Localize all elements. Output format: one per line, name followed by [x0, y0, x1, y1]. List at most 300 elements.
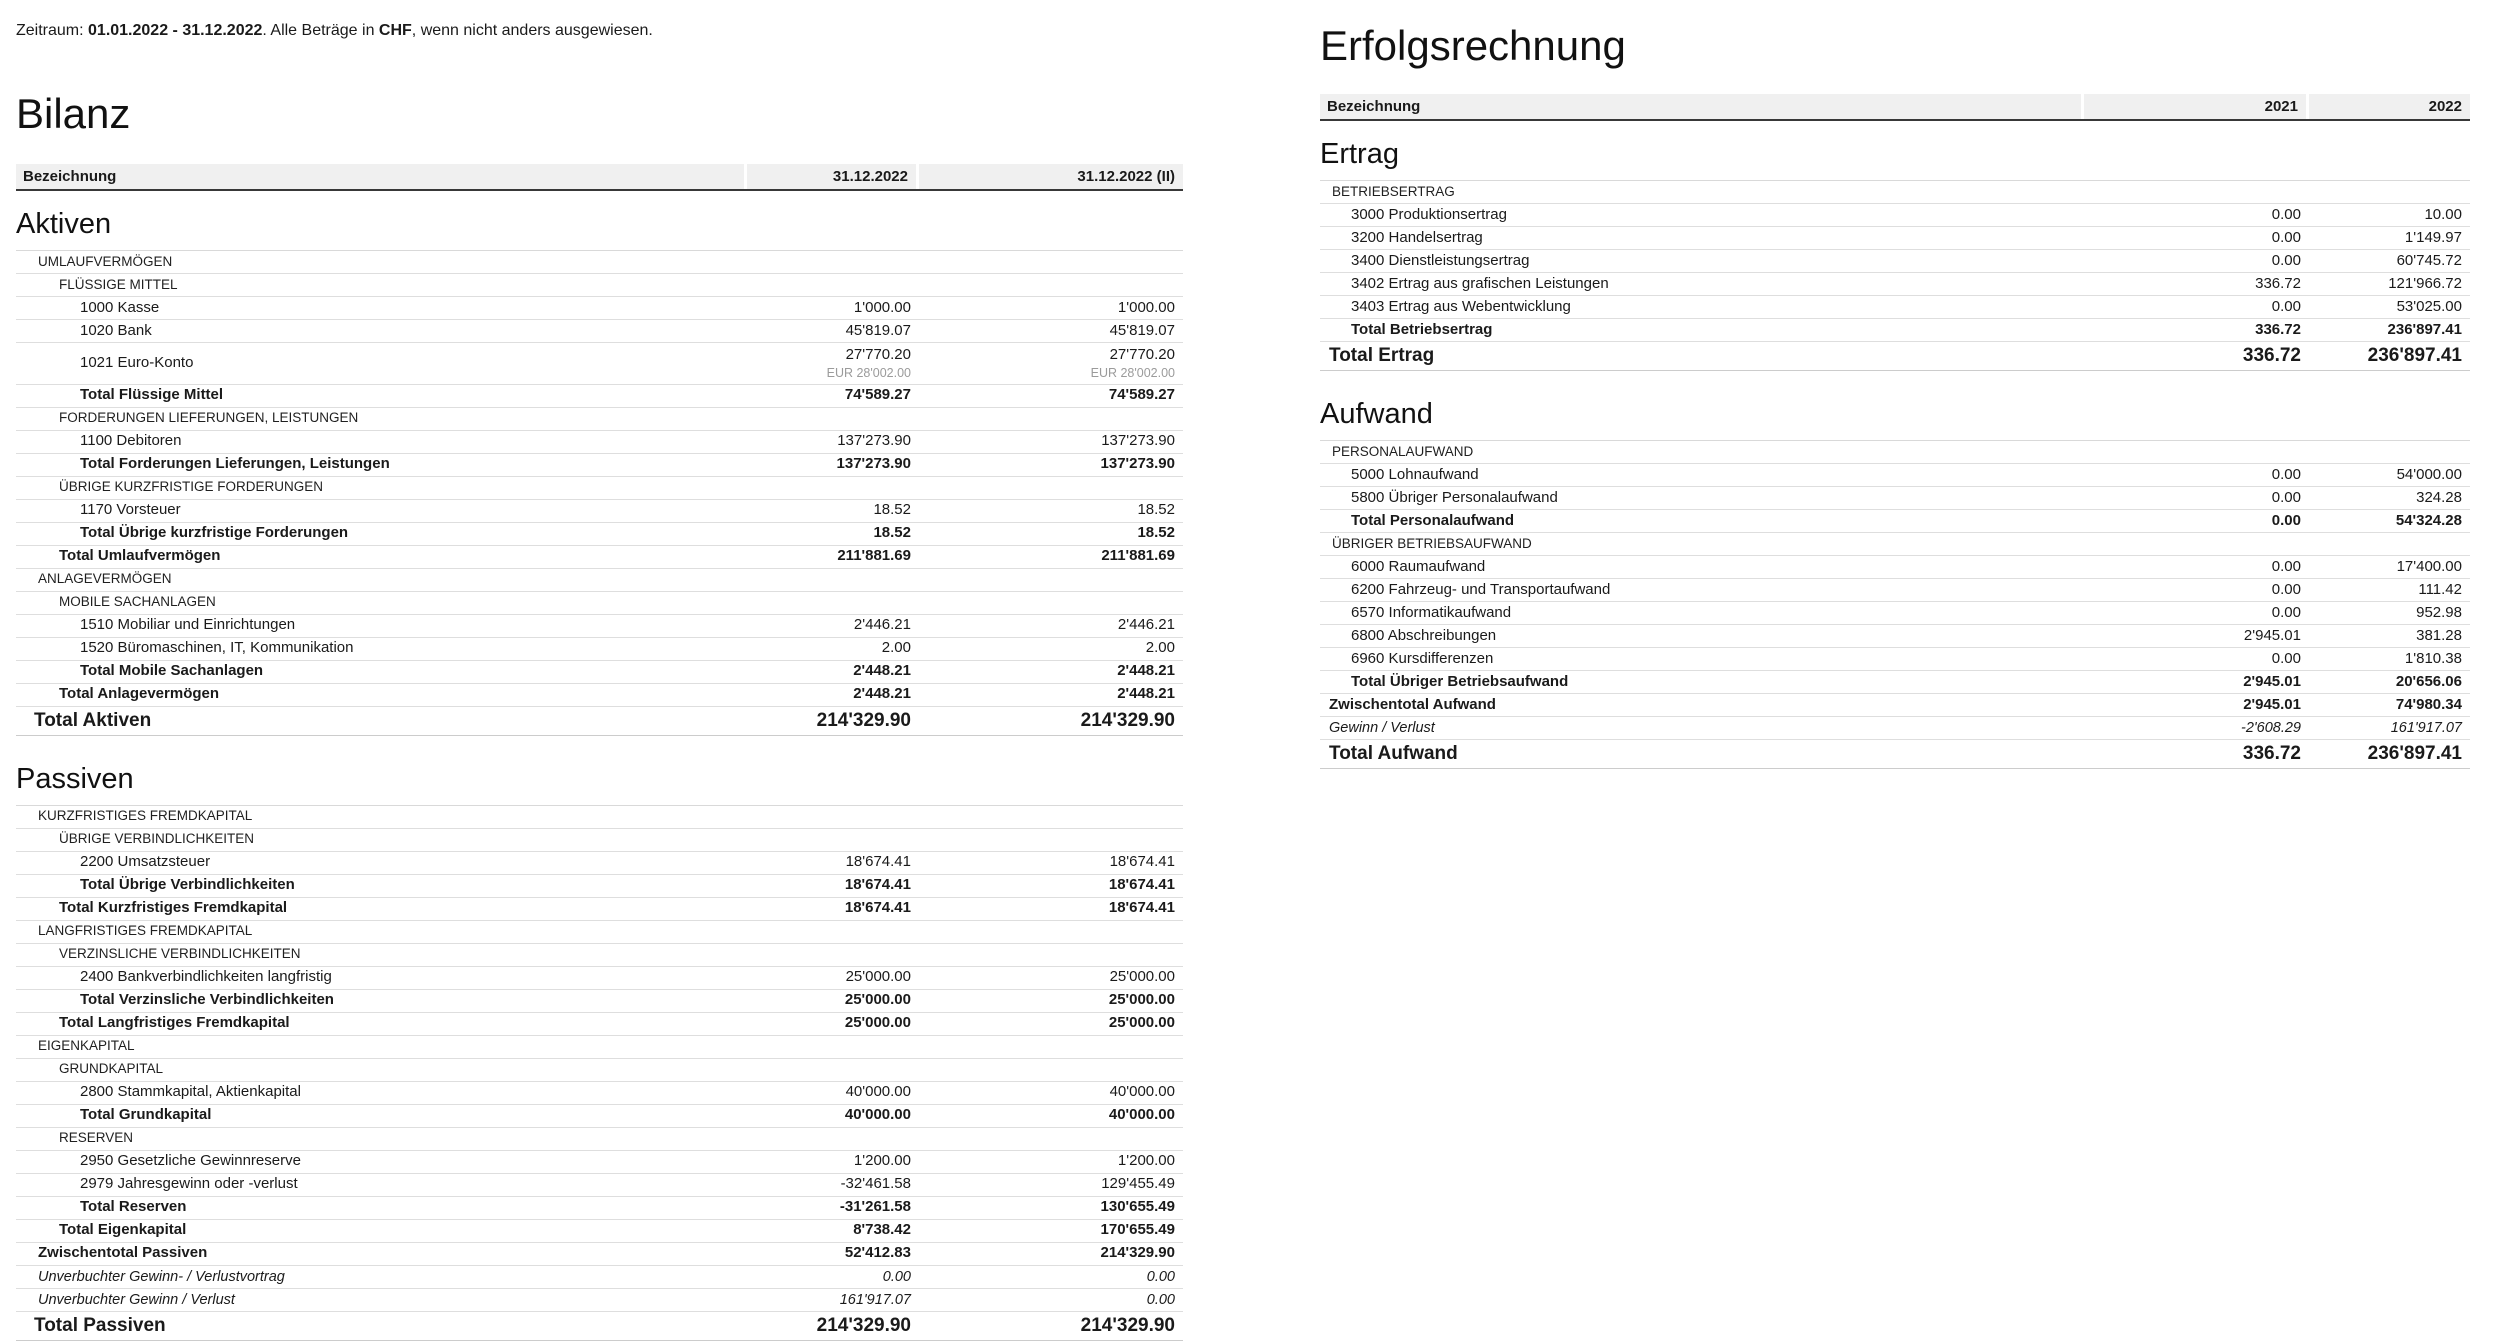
row-label: [16, 829, 750, 851]
cell-text: 45'819.07: [1109, 321, 1175, 339]
value-col1: [2087, 717, 2309, 739]
cell-text: 2.00: [1145, 639, 1175, 657]
value-col2: [919, 1036, 1183, 1058]
value-col2: [2309, 625, 2470, 647]
row-label: [1320, 579, 2087, 601]
cell-text: 74'980.34: [2395, 695, 2462, 713]
value-col2: [2309, 556, 2470, 578]
value-col1: [750, 990, 919, 1012]
table-row: [1320, 533, 2470, 556]
value-col1: [2087, 556, 2309, 578]
currency-label: CHF: [378, 22, 412, 39]
cell-text: 381.28: [2416, 626, 2462, 644]
table-row: [16, 1013, 1183, 1036]
table-row: [16, 707, 1183, 736]
cell-text: 0.00: [2271, 205, 2301, 223]
cell-text: Total Eigenkapital: [59, 1221, 187, 1239]
value-col2: [919, 523, 1183, 545]
row-label: [16, 1312, 750, 1340]
value-col2: [919, 1266, 1183, 1288]
value-col1: [750, 1266, 919, 1288]
header-bezeichnung: Bezeichnung: [16, 164, 744, 189]
cell-text: VERZINSLICHE VERBINDLICHKEITEN: [59, 946, 301, 962]
row-label: [16, 251, 750, 273]
value-col1: [750, 477, 919, 499]
cell-text: 74'589.27: [1108, 386, 1175, 404]
value-col2: [919, 615, 1183, 637]
row-label: [1320, 694, 2087, 716]
value-col1: [750, 1059, 919, 1081]
value-col2: [919, 875, 1183, 897]
cell-text: 18'674.41: [1108, 899, 1175, 917]
cell-text: 137'273.90: [837, 432, 911, 450]
cell-text: 161'917.07: [839, 1291, 911, 1308]
cell-text: 130'655.49: [1100, 1198, 1175, 1216]
table-row: [1320, 648, 2470, 671]
table-row: [1320, 602, 2470, 625]
cell-text: 214'329.90: [816, 1314, 911, 1336]
value-col2: [919, 1312, 1183, 1340]
cell-text: -32'461.58: [840, 1175, 911, 1193]
row-label: [1320, 740, 2087, 768]
cell-text: 3403 Ertrag aus Webentwicklung: [1351, 297, 1571, 315]
value-col2: [919, 385, 1183, 407]
cell-text: 18.52: [1137, 524, 1175, 542]
cell-text: 3400 Dienstleistungsertrag: [1351, 251, 1530, 269]
cell-text: 336.72: [2255, 320, 2301, 338]
value-col2: [919, 320, 1183, 342]
value-col1: [750, 829, 919, 851]
value-col1: [750, 1105, 919, 1127]
cell-text: Total Betriebsertrag: [1351, 320, 1493, 338]
cell-text: 137'273.90: [1101, 432, 1175, 450]
value-col1: [750, 921, 919, 943]
table-row: [16, 343, 1183, 385]
cell-text: 25'000.00: [1108, 991, 1175, 1009]
value-col2: [919, 944, 1183, 966]
table-row: [16, 1059, 1183, 1082]
cell-text: 0.00: [2271, 603, 2301, 621]
header-bezeichnung: Bezeichnung: [1320, 94, 2081, 119]
cell-text: Total Langfristiges Fremdkapital: [59, 1014, 290, 1032]
value-col1: [750, 852, 919, 874]
period-prefix: Zeitraum:: [16, 22, 89, 39]
erfolgsrechnung-table-header: [1320, 94, 2470, 121]
row-label: [16, 297, 750, 319]
row-label: [16, 615, 750, 637]
value-col2: [2309, 250, 2470, 272]
cell-text: 170'655.49: [1100, 1221, 1175, 1239]
cell-text: 18.52: [873, 501, 911, 519]
cell-text: Total Flüssige Mittel: [80, 386, 224, 404]
cell-text: 214'329.90: [1080, 1314, 1175, 1336]
table-row: [1320, 740, 2470, 769]
value-col2: [2309, 441, 2470, 463]
value-col1: [750, 684, 919, 706]
value-col1: [2087, 181, 2309, 203]
bilanz-table-header: [16, 164, 1183, 191]
table-row: [1320, 319, 2470, 342]
currency-sub-value: EUR 28'002.00: [1090, 365, 1175, 380]
cell-text: -31'261.58: [839, 1198, 911, 1216]
cell-text: 1170 Vorsteuer: [80, 501, 181, 519]
table-row: [16, 320, 1183, 343]
value-col1: [2087, 579, 2309, 601]
cell-text: 40'000.00: [844, 1106, 911, 1124]
cell-text: 1'810.38: [2404, 649, 2462, 667]
cell-text: 214'329.90: [1080, 709, 1175, 731]
row-label: [16, 523, 750, 545]
cell-text: 25'000.00: [1109, 968, 1175, 986]
value-col1: [2087, 250, 2309, 272]
value-col1: [750, 454, 919, 476]
value-col1: [750, 523, 919, 545]
cell-text: EIGENKAPITAL: [38, 1038, 135, 1054]
value-col2: [919, 1105, 1183, 1127]
value-col1: [2087, 273, 2309, 295]
cell-text: 27'770.20: [1109, 346, 1175, 363]
table-row: [16, 806, 1183, 829]
cell-text: FORDERUNGEN LIEFERUNGEN, LEISTUNGEN: [59, 410, 359, 426]
cell-text: ÜBRIGE VERBINDLICHKEITEN: [59, 831, 255, 847]
row-label: [1320, 510, 2087, 532]
table-row: [16, 454, 1183, 477]
value-col1: [750, 1128, 919, 1150]
cell-text: 1100 Debitoren: [80, 432, 182, 450]
table-row: [1320, 510, 2470, 533]
value-col2: [919, 1013, 1183, 1035]
cell-text: PERSONALAUFWAND: [1332, 443, 1474, 459]
value-col1: [750, 1220, 919, 1242]
row-label: [16, 1174, 750, 1196]
bilanz-report: [16, 0, 1183, 1341]
header-col1: 2021: [2084, 94, 2306, 119]
table-row: [16, 1151, 1183, 1174]
cell-text: 40'000.00: [1108, 1106, 1175, 1124]
row-label: [16, 852, 750, 874]
row-label: [16, 1082, 750, 1104]
cell-text: 1'200.00: [853, 1152, 911, 1170]
currency-sub-value: EUR 28'002.00: [826, 365, 911, 380]
cell-text: ÜBRIGE KURZFRISTIGE FORDERUNGEN: [59, 479, 324, 495]
table-row: [16, 274, 1183, 297]
row-label: [16, 661, 750, 683]
value-col1: [2087, 319, 2309, 341]
cell-text: 2200 Umsatzsteuer: [80, 853, 211, 871]
table-row: [1320, 464, 2470, 487]
table-row: [16, 592, 1183, 615]
cell-text: 336.72: [2255, 274, 2301, 292]
cell-text: 0.00: [2271, 580, 2301, 598]
cell-text: 0.00: [2271, 511, 2301, 529]
header-col1: 31.12.2022: [747, 164, 916, 189]
cell-text: Unverbuchter Gewinn / Verlust: [38, 1291, 235, 1308]
cell-text: 1'200.00: [1117, 1152, 1175, 1170]
cell-text: 8'738.42: [853, 1221, 911, 1239]
value-col1: [750, 1036, 919, 1058]
table-row: [16, 523, 1183, 546]
cell-text: KURZFRISTIGES FREMDKAPITAL: [38, 808, 253, 824]
cell-text: 17'400.00: [2396, 557, 2462, 575]
table-row: [16, 297, 1183, 320]
row-label: [16, 385, 750, 407]
value-col1: [750, 1013, 919, 1035]
value-col2: [919, 251, 1183, 273]
cell-text: RESERVEN: [59, 1130, 134, 1146]
table-row: [1320, 181, 2470, 204]
erfolgsrechnung-table-body: [1320, 138, 2470, 769]
value-col1: [750, 707, 919, 735]
value-col1: [750, 875, 919, 897]
section-title: Ertrag: [1320, 138, 2470, 181]
row-label: [1320, 602, 2087, 624]
section-title: Aktiven: [16, 208, 1183, 251]
value-col1: [2087, 441, 2309, 463]
row-label: [16, 500, 750, 522]
value-col2: [919, 661, 1183, 683]
cell-text: Total Passiven: [34, 1314, 166, 1336]
value-col2: [2309, 648, 2470, 670]
row-label: [1320, 533, 2087, 555]
value-col1: [2087, 694, 2309, 716]
value-col2: [919, 1243, 1183, 1265]
table-row: [1320, 273, 2470, 296]
value-col1: [750, 500, 919, 522]
row-label: [16, 990, 750, 1012]
value-col2: [2309, 740, 2470, 768]
table-row: [16, 1312, 1183, 1341]
period-dates: 01.01.2022 - 31.12.2022: [88, 22, 263, 39]
cell-text: Total Übriger Betriebsaufwand: [1351, 672, 1569, 690]
cell-text: Total Personalaufwand: [1351, 511, 1515, 529]
value-col1: [2087, 227, 2309, 249]
cell-text: Total Umlaufvermögen: [59, 547, 221, 565]
cell-text: 2800 Stammkapital, Aktienkapital: [80, 1083, 301, 1101]
table-row: [16, 1082, 1183, 1105]
cell-text: 74'589.27: [844, 386, 911, 404]
value-col1: [2087, 602, 2309, 624]
value-col2: [919, 638, 1183, 660]
row-label: [16, 707, 750, 735]
table-row: [1320, 717, 2470, 740]
table-row: [16, 1036, 1183, 1059]
cell-text: 1'149.97: [2404, 228, 2462, 246]
row-label: [16, 921, 750, 943]
row-label: [1320, 671, 2087, 693]
row-label: [16, 1151, 750, 1173]
value-col1: [750, 1312, 919, 1340]
cell-text: 6960 Kursdifferenzen: [1351, 649, 1494, 667]
cell-text: 121'966.72: [2388, 274, 2462, 292]
value-col1: [750, 431, 919, 453]
row-label: [16, 638, 750, 660]
cell-text: 25'000.00: [1108, 1014, 1175, 1032]
table-row: [1320, 342, 2470, 371]
table-row: [16, 684, 1183, 707]
cell-text: 129'455.49: [1101, 1175, 1175, 1193]
row-label: [16, 967, 750, 989]
cell-text: 236'897.41: [2387, 320, 2462, 338]
cell-text: Total Mobile Sachanlagen: [80, 662, 264, 680]
cell-text: 1020 Bank: [80, 321, 152, 339]
value-col1: [2087, 648, 2309, 670]
table-row: [1320, 694, 2470, 717]
cell-text: 2'945.01: [2243, 626, 2301, 644]
value-col1: [2087, 533, 2309, 555]
value-col2: [919, 297, 1183, 319]
value-col2: [2309, 579, 2470, 601]
row-label: [16, 898, 750, 920]
table-row: [16, 1266, 1183, 1289]
cell-text: Total Reserven: [80, 1198, 187, 1216]
cell-text: 6000 Raumaufwand: [1351, 557, 1486, 575]
cell-text: 137'273.90: [1100, 455, 1175, 473]
value-col1: [750, 661, 919, 683]
cell-text: 0.00: [2271, 228, 2301, 246]
cell-text: 5800 Übriger Personalaufwand: [1351, 488, 1558, 506]
table-row: [1320, 227, 2470, 250]
value-col1: [750, 615, 919, 637]
value-col2: [2309, 227, 2470, 249]
value-col2: [2309, 181, 2470, 203]
cell-text: BETRIEBSERTRAG: [1332, 183, 1455, 199]
cell-text: 18.52: [873, 524, 911, 542]
bilanz-table-body: [16, 208, 1183, 1341]
cell-text: 2.00: [881, 639, 911, 657]
row-label: [1320, 487, 2087, 509]
cell-text: 1510 Mobiliar und Einrichtungen: [80, 616, 296, 634]
value-col2: [919, 1128, 1183, 1150]
row-label: [16, 1289, 750, 1311]
row-label: [16, 569, 750, 591]
value-col2: [919, 546, 1183, 568]
table-row: [16, 408, 1183, 431]
value-col1: [750, 967, 919, 989]
table-row: [16, 990, 1183, 1013]
table-row: [16, 1128, 1183, 1151]
row-label: [1320, 342, 2087, 370]
row-label: [1320, 204, 2087, 226]
table-row: [16, 967, 1183, 990]
cell-text: 0.00: [882, 1268, 911, 1285]
value-col2: [919, 806, 1183, 828]
cell-text: Unverbuchter Gewinn- / Verlustvortrag: [38, 1268, 285, 1285]
cell-text: 3200 Handelsertrag: [1351, 228, 1483, 246]
cell-text: 6200 Fahrzeug- und Transportaufwand: [1351, 580, 1611, 598]
header-col2: 2022: [2309, 94, 2470, 119]
row-label: [1320, 296, 2087, 318]
value-col2: [919, 1059, 1183, 1081]
cell-text: 3402 Ertrag aus grafischen Leistungen: [1351, 274, 1609, 292]
cell-text: 18'674.41: [1108, 876, 1175, 894]
row-label: [1320, 181, 2087, 203]
value-col1: [2087, 625, 2309, 647]
cell-text: Total Verzinsliche Verbindlichkeiten: [80, 991, 334, 1009]
cell-text: 161'917.07: [2390, 719, 2462, 736]
cell-text: 2'448.21: [1117, 662, 1175, 680]
cell-text: 5000 Lohnaufwand: [1351, 465, 1479, 483]
cell-text: MOBILE SACHANLAGEN: [59, 594, 216, 610]
cell-text: 25'000.00: [845, 968, 911, 986]
value-col2: [2309, 464, 2470, 486]
period-middle: . Alle Beträge in: [262, 22, 379, 39]
table-row: [16, 1174, 1183, 1197]
value-col1: [2087, 510, 2309, 532]
row-label: [16, 875, 750, 897]
cell-text: 2'446.21: [853, 616, 911, 634]
value-col2: [919, 346, 1183, 381]
value-col2: [919, 921, 1183, 943]
cell-text: 0.00: [2271, 649, 2301, 667]
value-col2: [2309, 487, 2470, 509]
cell-text: Total Grundkapital: [80, 1106, 212, 1124]
value-col1: [750, 274, 919, 296]
row-label: [1320, 464, 2087, 486]
value-col2: [919, 898, 1183, 920]
value-col2: [2309, 510, 2470, 532]
cell-text: 336.72: [2242, 743, 2301, 765]
cell-text: 0.00: [2271, 557, 2301, 575]
cell-text: 137'273.90: [836, 455, 911, 473]
value-col1: [750, 385, 919, 407]
cell-text: 25'000.00: [844, 1014, 911, 1032]
value-col2: [919, 1220, 1183, 1242]
row-label: [16, 477, 750, 499]
value-col2: [2309, 342, 2470, 370]
value-col1: [750, 1082, 919, 1104]
cell-text: ÜBRIGER BETRIEBSAUFWAND: [1332, 535, 1532, 551]
value-col2: [919, 408, 1183, 430]
row-label: [1320, 717, 2087, 739]
value-col1: [750, 898, 919, 920]
table-row: [1320, 579, 2470, 602]
row-label: [1320, 227, 2087, 249]
value-col2: [2309, 671, 2470, 693]
cell-text: 53'025.00: [2396, 297, 2462, 315]
value-col2: [2309, 602, 2470, 624]
cell-text: 2979 Jahresgewinn oder -verlust: [80, 1175, 298, 1193]
value-col1: [750, 1174, 919, 1196]
value-col2: [919, 707, 1183, 735]
cell-text: ANLAGEVERMÖGEN: [38, 571, 172, 587]
erfolgsrechnung-title: Erfolgsrechnung: [1320, 22, 1626, 69]
row-label: [1320, 441, 2087, 463]
erfolgsrechnung-report: [1320, 0, 2470, 769]
table-row: [16, 661, 1183, 684]
row-label: [1320, 273, 2087, 295]
row-label: [16, 1197, 750, 1219]
value-col2: [2309, 204, 2470, 226]
cell-text: Total Kurzfristiges Fremdkapital: [59, 899, 288, 917]
bilanz-title: Bilanz: [16, 90, 131, 137]
row-label: [1320, 625, 2087, 647]
row-label: [16, 806, 750, 828]
cell-text: 10.00: [2424, 205, 2462, 223]
row-label: [16, 546, 750, 568]
value-col1: [750, 1151, 919, 1173]
table-row: [1320, 296, 2470, 319]
section-title: Passiven: [16, 763, 1183, 806]
table-row: [16, 569, 1183, 592]
row-label: [16, 1013, 750, 1035]
value-col2: [919, 829, 1183, 851]
row-label: [16, 346, 750, 381]
row-label: [16, 408, 750, 430]
cell-text: 2950 Gesetzliche Gewinnreserve: [80, 1152, 301, 1170]
value-col2: [919, 1174, 1183, 1196]
cell-text: -2'608.29: [2240, 719, 2301, 736]
cell-text: GRUNDKAPITAL: [59, 1061, 164, 1077]
